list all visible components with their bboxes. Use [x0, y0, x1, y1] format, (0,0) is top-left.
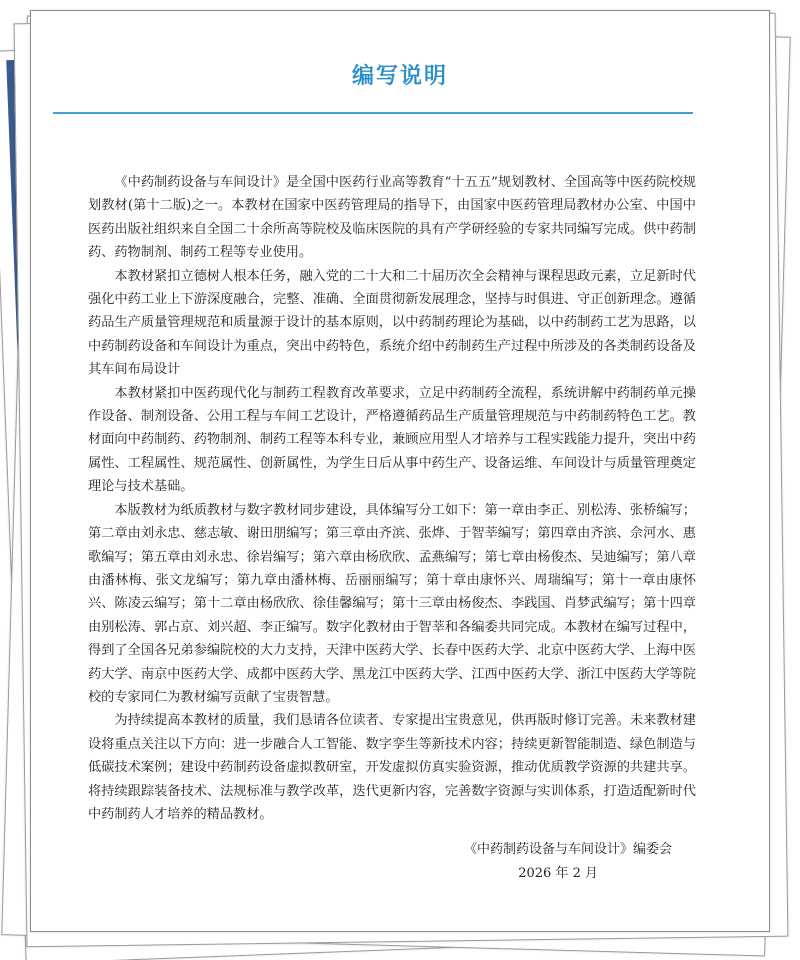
paragraph: 为持续提高本教材的质量，我们恳请各位读者、专家提出宝贵意见，供再版时修订完善。未来教材建设将重点关注以下方向：进一步融合人工智能、数字孪生等新技术内容；持续更新智能制造、绿色制造与低碳技术案例；建设中药制药设备虚拟教研室，开发虚拟仿真实验资源，推动优质教学资源的共建共享。将持续跟踪装备技术、法规标准与教学改革，迭代更新内容，完善数字资源与实训体系，打造适配新时代中药制药人才培养的精品教材。	[88, 713, 696, 822]
paragraph: 本教材紧扣中医药现代化与制药工程教育改革要求，立足中药制药全流程，系统讲解中药制药单元操作设备、制剂设备、公用工程与车间工艺设计，严格遵循药品生产质量管理规范与中药制药特色工艺。教材面向中药制药、药物制剂、制药工程等本科专业，兼顾应用型人才培养与工程实践能力提升，突出中药属性、工程属性、规范属性、创新属性，为学生日后从事中药生产、设备运维、车间设计与质量管理奠定理论与技术基础。	[88, 385, 696, 495]
front-page	[30, 10, 770, 932]
signature-block	[30, 838, 768, 886]
page-title: 编写说明	[351, 64, 448, 89]
paragraph: 本教材紧扣立德树人根本任务，融入党的二十大和二十届历次全会精神与课程思政元素，立足新时代强化中药工业上下游深度融合，完整、准确、全面贯彻新发展理念，坚持与时俱进、守正创新理念。遵循药品生产质量管理规范和质量源于设计的基本原则，以中药制药理论为基础，以中药制药工艺为思路，以中药制药设备和车间设计为重点，突出中药特色，系统介绍中药制药生产过程中所涉及的各类制药设备及其车间布局设计	[88, 268, 696, 378]
title-divider	[53, 112, 693, 114]
body-text	[88, 171, 696, 826]
paragraph: 本版教材为纸质教材与数字教材同步建设，具体编写分工如下：第一章由李正、别松涛、张桥编写；第二章由刘永忠、慈志敏、谢田朋编写；第三章由齐滨、张烨、于智莘编写；第四章由齐滨、佘河水、惠歌编写；第五章由刘永忠、徐岩编写；第六章由杨欣欣、孟燕编写；第七章由杨俊杰、吴迪编写；第八章由潘林梅、张文龙编写；第九章由潘林梅、岳丽丽编写；第十章由康怀兴、周瑞编写；第十一章由康怀兴、陈凌云编写；第十二章由杨欣欣、徐佳馨编写；第十三章由杨俊杰、李践国、肖梦武编写；第十四章由别松涛、郭占京、刘兴超、李正编写。数字化教材由于智莘和各编委共同完成。本教材在编写过程中，得到了全国各兄弟参编院校的大力支持，天津中医药大学、长春中医药大学、北京中医药大学、上海中医药大学、南京中医药大学、成都中医药大学、黑龙江中医药大学、江西中医药大学、浙江中医药大学等院校的专家同仁为教材编写贡献了宝贵智慧。	[88, 502, 696, 705]
signature-date: 2026 年 2 月	[518, 866, 598, 881]
signature-org: 《中药制药设备与车间设计》编委会	[463, 842, 672, 857]
paragraph: 《中药制药设备与车间设计》是全国中医药行业高等教育“十五五”规划教材、全国高等中医药院校规划教材(第十二版)之一。本教材在国家中医药管理局的指导下，由国家中医药管理局教材办公室、中国中医药出版社组织来自全国二十余所高等院校及临床医院的具有产学研经验的专家共同编写完成。供中药制药、药物制剂、制药工程等专业使用。	[88, 175, 696, 261]
